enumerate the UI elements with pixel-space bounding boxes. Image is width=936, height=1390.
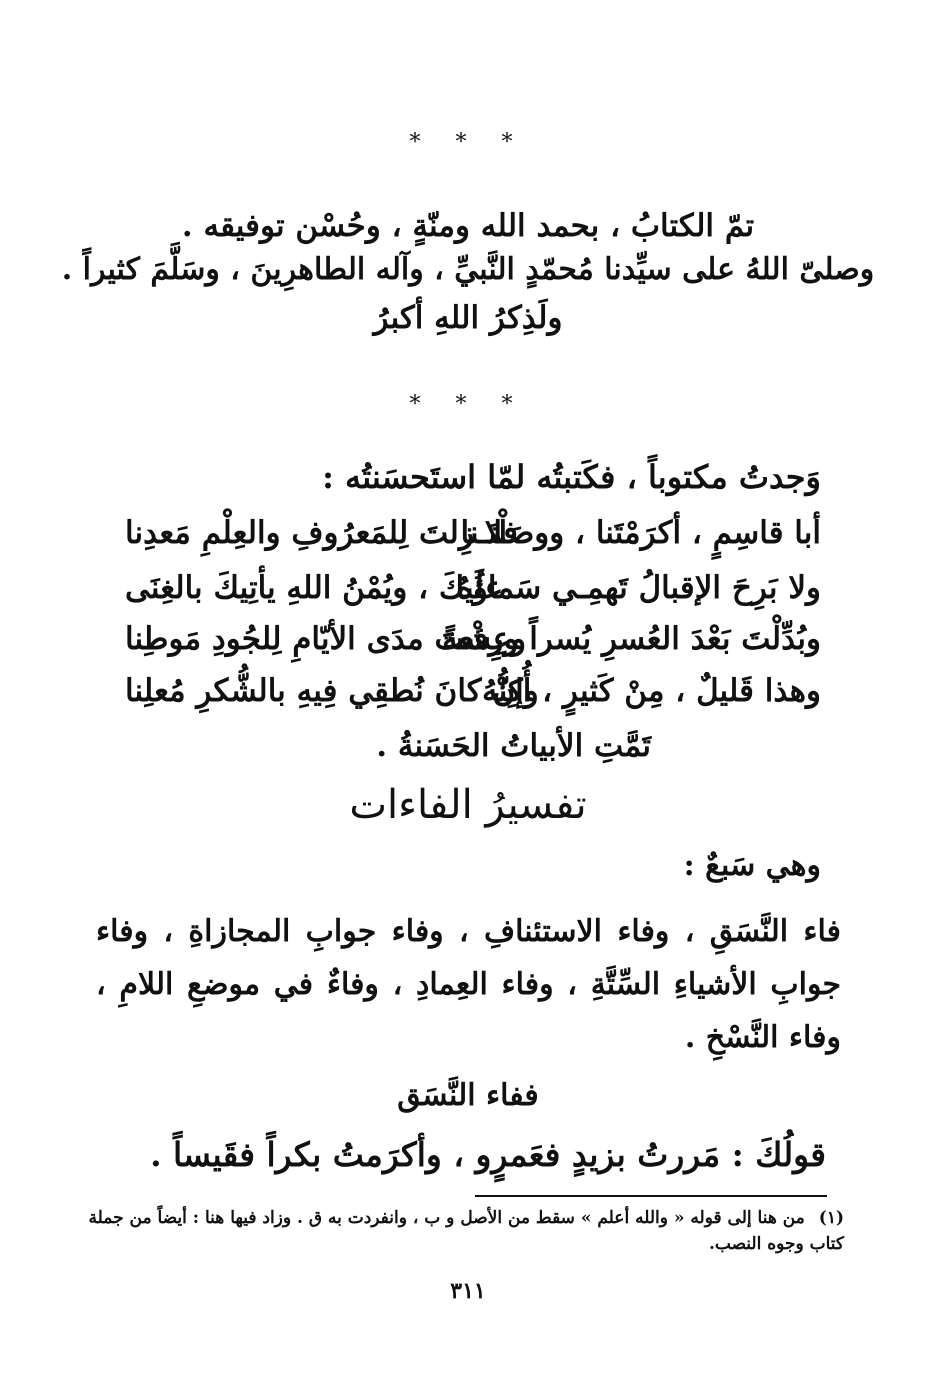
- verse-1-first-hemistich: أبا قاسِمٍ ، أكرَمْتَنا ، ووصَلْتَـنا: [460, 515, 821, 551]
- colophon-line-1: تمّ الكتابُ ، بحمد الله ومنّةٍ ، وحُسْن توفيقه .: [181, 208, 755, 244]
- footnote-text: من هنا إلى قوله « والله أعلم » سقط من الأصل و ب ، وانفردت به ق . وزاد فيها هنا : أيضاً من جملة كتاب وجوه النصب.: [88, 1208, 844, 1254]
- section-paragraph: فاء النَّسَقِ ، وفاء الاستئنافِ ، وفاء جوابِ المجازاةِ ، وفاء جوابِ الأشياءِ السِّتَّةِ ، وفاء العِمادِ ، وفاءٌ في موضعِ اللامِ ، وفاء النَّسْخِ .: [96, 914, 841, 1055]
- verse-4-first-hemistich: وهذا قَليلٌ ، مِنْ كَثيرٍ ، أُكِنُّهُ: [481, 673, 821, 709]
- colophon-line-3: ولَذِكرُ اللهِ أكبرُ: [373, 300, 563, 336]
- footnote-divider: [475, 1195, 827, 1197]
- verse-2-first-hemistich: ولا بَرِحَ الإقبالُ تَهمِـي سَماؤُهُ: [456, 570, 821, 606]
- section-intro: وهي سَبعٌ :: [683, 848, 821, 883]
- colophon-line-2: وصلىّ اللهُ على سيِّدنا مُحمّدٍ النَّبيِّ ، وآله الطاهرِينَ ، وسَلَّمَ كثيراً .: [61, 252, 875, 287]
- footnote: [84, 1205, 844, 1257]
- subsection-title: ففاء النَّسَق: [397, 1078, 539, 1113]
- verse-4-second-hemistich: وإنْ كانَ نُطقِي فِيهِ بالشُّكرِ مُعلِنا: [125, 673, 539, 709]
- verse-3-second-hemistich: وعِشْتَ مدَى الأيّامِ لِلجُودِ مَوطِنا: [125, 621, 527, 657]
- intro-line: وَجدتُ مكتوباً ، فكَتبتُه لمّا استَحسَنتُه :: [322, 458, 821, 496]
- verses-end-line: تَمَّتِ الأبياتُ الحَسَنةُ .: [376, 728, 651, 764]
- ornament-stars-top: * * *: [409, 130, 527, 155]
- verse-3-first-hemistich: وبُدِّلْتَ بَعْدَ العُسرِ يُسراً ورِفعةً: [442, 621, 821, 657]
- ornament-stars-middle: * * *: [409, 392, 527, 417]
- section-title: تفسيرُ الفاءات: [349, 782, 587, 828]
- page-number: ٣١١: [450, 1278, 486, 1304]
- footnote-marker: (١): [818, 1208, 844, 1228]
- verse-2-second-hemistich: علَيكَ ، ويُمْنُ اللهِ يأتِيكَ بالغِنَى: [125, 570, 504, 606]
- verse-1-second-hemistich: فلا زِلتَ لِلمَعرُوفِ والعِلْمِ مَعدِنا: [125, 515, 518, 551]
- example-line: قولُكَ : مَررتُ بزيدٍ فعَمرٍو ، وأكرَمتُ بكراً فقَيساً .: [150, 1135, 826, 1174]
